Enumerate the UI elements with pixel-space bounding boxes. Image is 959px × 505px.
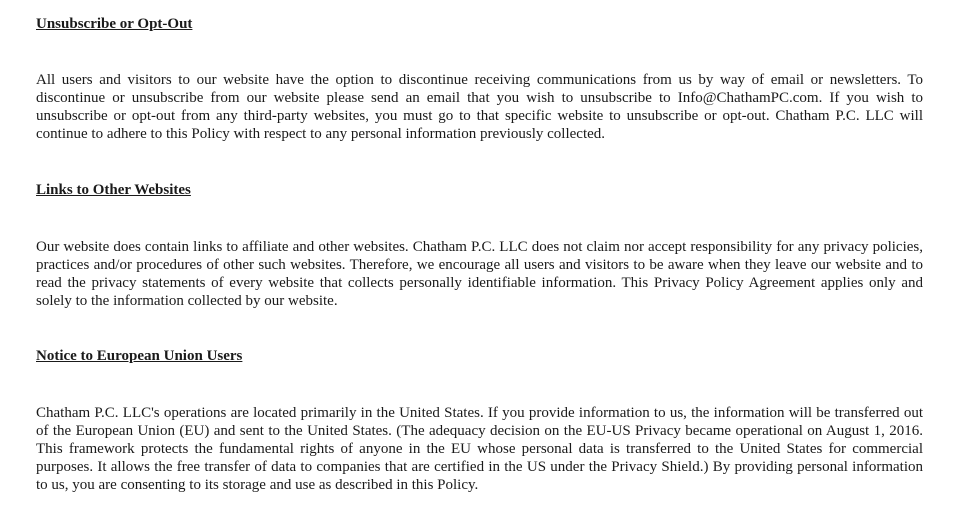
unsubscribe-section-body [36, 71, 923, 143]
paragraph-text: All users and visitors to our website have the option to discontinue receiving communications from us by way of email or newsletters. To discontinue or unsubscribe from our website please send an email that you wish to unsubscribe to [36, 72, 923, 106]
section-paragraph: Our website does contain links to affiliate and other websites. Chatham P.C. LLC does not claim nor accept responsibility for any privacy policies, practices and/or procedures of other such websites. Therefore, we encourage all users and visitors to be aware when they leave our website and to read the privacy statements of every website that collects personally identifiable information. This Privacy Policy Agreement applies only and solely to the information collected by our website. [36, 239, 923, 309]
links-section-heading [36, 181, 923, 199]
paragraph-text: . If you wish to unsubscribe or opt-out from any third-party websites, you must go to that specific website to unsubscribe or opt-out. Chatham P.C. LLC will continue to adhere to this Policy with respect to any personal information previously collected. [36, 90, 924, 142]
section-paragraph [36, 71, 923, 143]
section-paragraph: Chatham P.C. LLC's operations are located primarily in the United States. If you provide information to us, the information will be transferred out of the European Union (EU) and sent to the United States. (The adequacy decision on the EU-US Privacy became operational on August 1, 2016. This framework protects the fundamental rights of anyone in the EU whose personal data is transferred to the United States for commercial purposes. It allows the free transfer of data to companies that are certified in the US under the Privacy Shield.) By providing personal information to us, you are consenting to its storage and use as described in this Policy. [36, 405, 923, 493]
eu-notice-section-heading [36, 347, 923, 365]
links-section-body [36, 238, 923, 310]
eu-notice-section-body [36, 404, 923, 494]
section-heading: Links to Other Websites [36, 182, 191, 198]
unsubscribe-section-heading [36, 15, 923, 33]
unsubscribe-email-link[interactable]: Info@ChathamPC.com [677, 90, 819, 106]
section-heading: Notice to European Union Users [36, 348, 243, 364]
section-heading: Unsubscribe or Opt-Out [36, 16, 193, 32]
